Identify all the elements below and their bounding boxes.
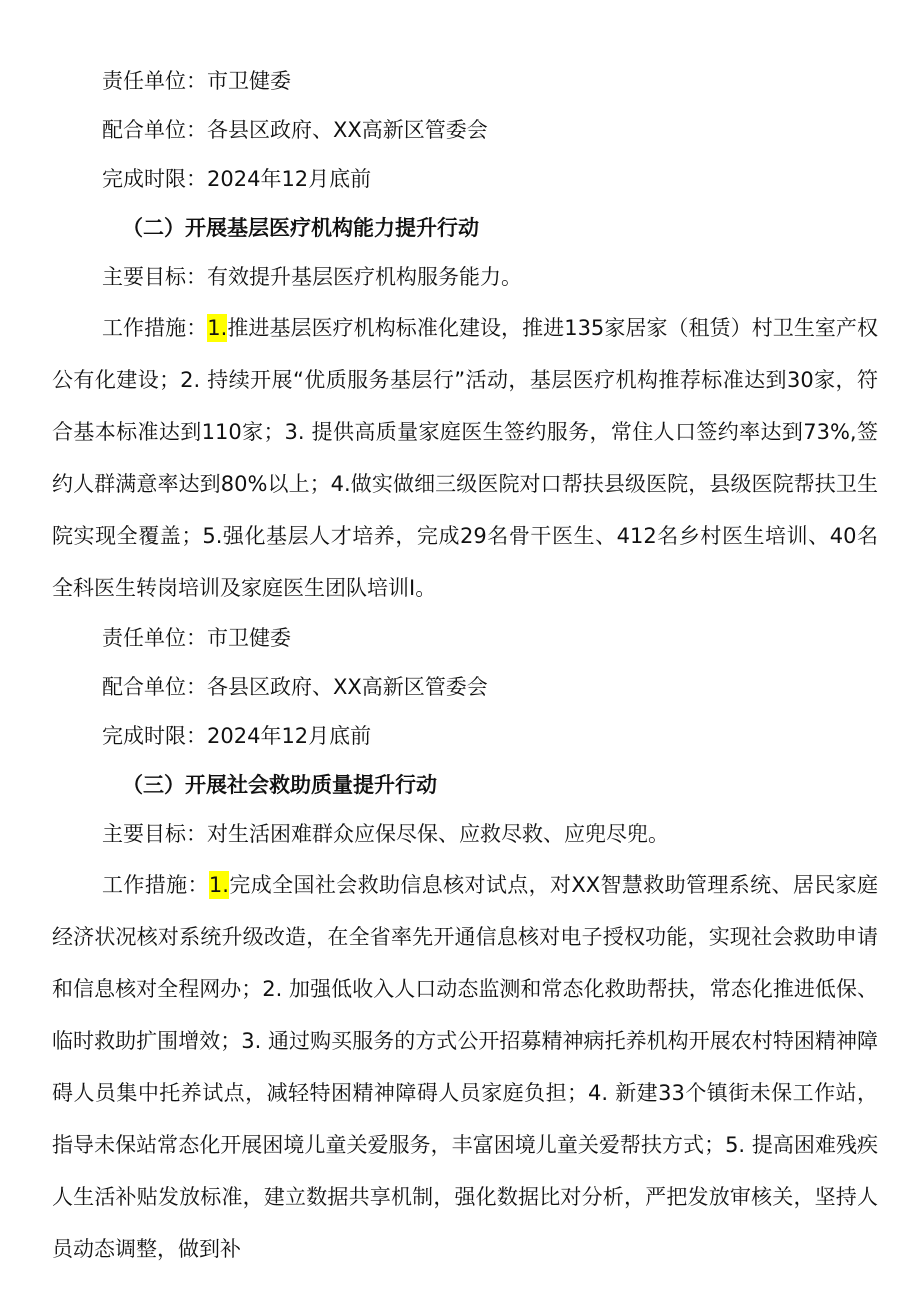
main-goal: 主要目标：有效提升基层医疗机构服务能力。 bbox=[102, 265, 522, 289]
document-page bbox=[52, 57, 878, 1275]
main-goal: 主要目标：对生活困难群众应保尽保、应救尽救、应兜尽兜。 bbox=[102, 822, 669, 846]
responsible-unit: 责任单位：市卫健委 bbox=[102, 626, 291, 650]
measures-label: 工作措施： bbox=[102, 316, 208, 340]
cooperating-units: 配合单位：各县区政府、XX高新区管委会 bbox=[102, 118, 488, 142]
highlighted-item-number: 1. bbox=[207, 316, 228, 340]
section-heading-3: （三）开展社会救助质量提升行动 bbox=[122, 773, 437, 797]
cooperating-units: 配合单位：各县区政府、XX高新区管委会 bbox=[102, 675, 488, 699]
responsible-unit: 责任单位：市卫健委 bbox=[102, 69, 291, 93]
section-heading-2: （二）开展基层医疗机构能力提升行动 bbox=[122, 216, 479, 240]
measures-text: 完成全国社会救助信息核对试点，对XX智慧救助管理系统、居民家庭经济状况核对系统升级改造，在全省率先开通信息核对电子授权功能，实现社会救助申请和信息核对全程网办；2. 加强低收入人口动态监测和常态化救助帮扶，常态化推进低保、临时救助扩围增效；3. 通过购买服务的方式公开招募精神病托养机构开展农村特困精神障碍人员集中托养试点，减轻特困精神障碍人员家庭负担；4. 新建33个镇街未保工作站，指导未保站常态化开展困境儿童关爱服务，丰富困境儿童关爱帮扶方式；5. 提高困难残疾人生活补贴发放标准，建立数据共享机制，强化数据比对分析，严把发放审核关，坚持人员动态调整，做到补 bbox=[52, 873, 878, 1261]
work-measures-paragraph bbox=[52, 302, 878, 614]
measures-text: 推进基层医疗机构标准化建设，推进135家居家（租赁）村卫生室产权公有化建设；2. 持续开展“优质服务基层行”活动，基层医疗机构推荐标准达到30家，符合基本标准达到110家；3. 提供高质量家庭医生签约服务，常住人口签约率达到73%,签约人群满意率达到80%以上；4.做实做细三级医院对口帮扶县级医院，县级医院帮扶卫生院实现全覆盖；5.强化基层人才培养，完成29名骨干医生、412名乡村医生培训、40名全科医生转岗培训及家庭医生团队培训I。 bbox=[52, 316, 878, 600]
deadline: 完成时限：2024年12月底前 bbox=[102, 724, 372, 748]
highlighted-item-number: 1. bbox=[208, 873, 229, 897]
deadline: 完成时限：2024年12月底前 bbox=[102, 167, 372, 191]
work-measures-paragraph bbox=[52, 859, 878, 1275]
measures-label: 工作措施： bbox=[102, 873, 209, 897]
